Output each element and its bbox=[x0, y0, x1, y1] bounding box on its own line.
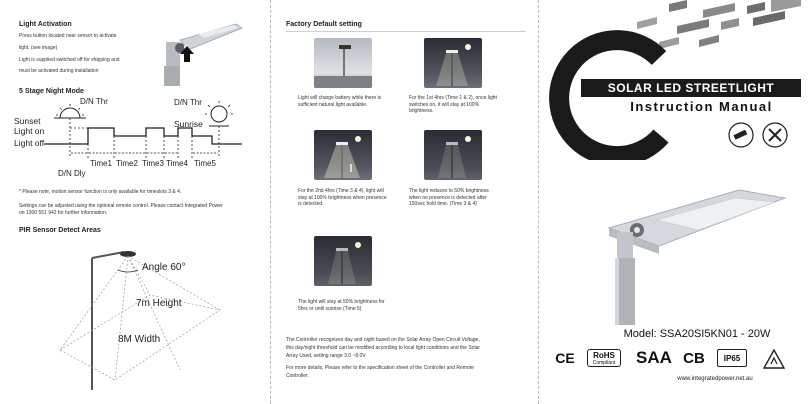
light-activation-heading: Light Activation bbox=[19, 21, 72, 28]
cb-mark: CB bbox=[683, 349, 705, 367]
until-sunrise-photo bbox=[314, 236, 372, 286]
ip65-mark: IP65 bbox=[717, 349, 747, 367]
product-title: SOLAR LED STREETLIGHT bbox=[581, 79, 801, 97]
saa-mark: SAA bbox=[636, 348, 672, 367]
reduced-brightness-photo bbox=[424, 130, 482, 180]
settings-line-2: on 1300 551 942 for further information. bbox=[19, 210, 108, 216]
night-mode-heading: 5 Stage Night Mode bbox=[19, 88, 84, 95]
more-details-line-2: Controller. bbox=[286, 373, 309, 379]
light-activation-line-4: must be activated during installation bbox=[19, 68, 99, 74]
heading-divider bbox=[286, 31, 526, 32]
model-number: Model: SSA20SI5KN01 - 20W bbox=[623, 328, 771, 340]
streetlight-button-image bbox=[158, 18, 244, 86]
more-details-line-1: For more details, Please refer to the specification sheet of the Controller and Remote bbox=[286, 365, 474, 371]
caption-night-full: For the 1st 4hrs (Time 1 & 2), once light switches on, it will stay at 100% brightness. bbox=[409, 95, 497, 114]
moon-icon bbox=[355, 242, 361, 248]
time4-label: Time4 bbox=[166, 159, 188, 168]
sunrise-label: Sunrise bbox=[174, 119, 203, 129]
caption-reduced-brightness: The light reduces to 50% brightness when no presence is detected after 150sec hold time. (Time 3 & 4) bbox=[409, 188, 489, 207]
moon-icon bbox=[355, 136, 361, 142]
website-url: www.integratedpower.net.au bbox=[677, 376, 753, 382]
caption-daytime: Light will charge battery while there is sufficient natural light available. bbox=[298, 95, 382, 108]
dn-thr-right-label: D/N Thr bbox=[174, 98, 202, 107]
sunset-label: Sunset bbox=[14, 116, 41, 126]
panel-instructions-left bbox=[0, 0, 270, 404]
time1-label: Time1 bbox=[90, 159, 112, 168]
controller-line-2: this day/night threshold can be modified according to local light conditions and the Solar bbox=[286, 345, 481, 351]
rcm-mark-icon bbox=[763, 349, 785, 369]
settings-line-1: Settings can be adjusted using the optional remote control. Please contact Integrated Power bbox=[19, 203, 223, 209]
motion-sensor-note: * Please note, motion sensor function is only available for timeslots 3 & 4. bbox=[19, 189, 182, 195]
instruction-manual-subtitle: Instruction Manual bbox=[630, 99, 773, 114]
light-activation-line-3: Light is supplied switched off for shipping and bbox=[19, 57, 120, 63]
dn-dly-label: D/N Dly bbox=[58, 169, 86, 178]
light-on-label: Light on bbox=[14, 126, 45, 136]
time2-label: Time2 bbox=[116, 159, 138, 168]
sunrise-sun-icon bbox=[205, 101, 233, 126]
pir-heading: PIR Sensor Detect Areas bbox=[19, 227, 101, 234]
time3-label: Time3 bbox=[142, 159, 164, 168]
light-activation-line-2: light. (see image) bbox=[19, 45, 58, 51]
controller-line-3: Array Used, setting range 3.0 ~8.0V bbox=[286, 353, 366, 359]
caption-until-sunrise: The light will stay at 50% brightness for 5hrs or until sunrise (Time 5) bbox=[298, 299, 385, 312]
panel-cover bbox=[539, 0, 808, 404]
light-activation-line-1: Press button located near sensor to activate bbox=[19, 33, 117, 39]
light-off-label: Light off bbox=[14, 138, 45, 148]
tools-icon bbox=[762, 122, 788, 148]
ce-mark: CE bbox=[555, 350, 575, 366]
presence-detected-photo bbox=[314, 130, 372, 180]
daytime-charging-photo bbox=[314, 38, 372, 88]
pir-width-label: 8M Width bbox=[118, 334, 161, 345]
streetlight-product-image bbox=[589, 180, 799, 325]
caption-presence-detected: For the 2nd 4hrs (Time 3 & 4), light will stay at 100% brightness when presence is detected. bbox=[298, 188, 387, 207]
pir-detect-area-diagram bbox=[30, 240, 260, 390]
dn-thr-left-label: D/N Thr bbox=[80, 97, 108, 106]
night-full-brightness-photo bbox=[424, 38, 482, 88]
panel-factory-default bbox=[270, 0, 539, 404]
flashlight-icon bbox=[728, 122, 754, 148]
time5-label: Time5 bbox=[194, 159, 216, 168]
rohs-mark: RoHS Compliant bbox=[587, 349, 621, 367]
factory-default-heading: Factory Default setting bbox=[286, 21, 362, 28]
moon-icon bbox=[465, 44, 471, 50]
pir-height-label: 7m Height bbox=[136, 298, 182, 309]
sunset-sun-icon bbox=[54, 104, 86, 118]
controller-line-1: The Controller recognizes day and night based on the Solar Array Open Circuit Voltage, bbox=[286, 337, 480, 343]
moon-icon bbox=[465, 136, 471, 142]
pir-angle-label: Angle 60° bbox=[142, 262, 186, 273]
night-mode-timing-diagram bbox=[14, 96, 254, 178]
